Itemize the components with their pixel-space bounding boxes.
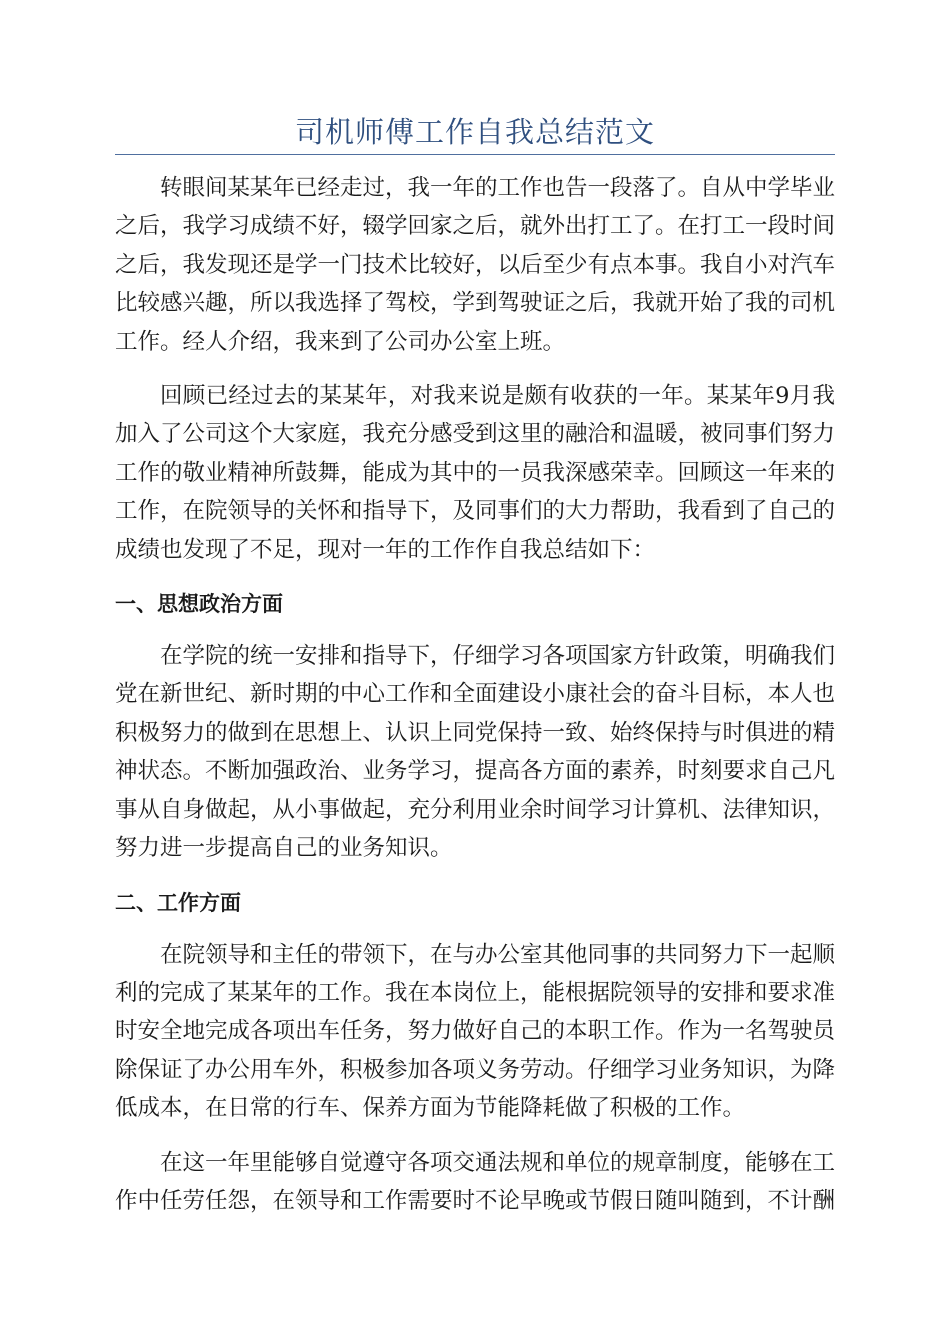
intro-paragraph-2: 回顾已经过去的某某年，对我来说是颇有收获的一年。某某年9月我加入了公司这个大家庭，我充分感受到这里的融洽和温暖，被同事们努力工作的敬业精神所鼓舞，能成为其中的一员我深感荣幸。回顾这一年来的工作，在院领导的关怀和指导下，及同事们的大力帮助，我看到了自己的成绩也发现了不足，现对一年的工作作自我总结如下： xyxy=(115,383,836,563)
document-title: 司机师傅工作自我总结范文 xyxy=(115,112,835,155)
section-work xyxy=(115,884,835,1221)
section-heading: 一、思想政治方面 xyxy=(115,592,283,617)
document-page xyxy=(115,112,835,1236)
section-paragraph: 在这一年里能够自觉遵守各项交通法规和单位的规章制度，能够在工作中任劳任怨，在领导和工作需要时不论早晚或节假日随叫随到，不计酬 xyxy=(115,1149,836,1214)
section-paragraph: 在学院的统一安排和指导下，仔细学习各项国家方针政策，明确我们党在新世纪、新时期的中心工作和全面建设小康社会的奋斗目标，本人也积极努力的做到在思想上、认识上同党保持一致、始终保持与时俱进的精神状态。不断加强政治、业务学习，提高各方面的素养，时刻要求自己凡事从自身做起，从小事做起，充分利用业余时间学习计算机、法律知识，努力进一步提高自己的业务知识。 xyxy=(115,643,836,862)
section-political xyxy=(115,585,835,867)
section-heading: 二、工作方面 xyxy=(115,890,241,915)
intro-paragraph-1: 转眼间某某年已经走过，我一年的工作也告一段落了。自从中学毕业之后，我学习成绩不好，辍学回家之后，就外出打工了。在打工一段时间之后，我发现还是学一门技术比较好，以后至少有点本事。我自小对汽车比较感兴趣，所以我选择了驾校，学到驾驶证之后，我就开始了我的司机工作。经人介绍，我来到了公司办公室上班。 xyxy=(115,175,836,355)
section-paragraph: 在院领导和主任的带领下，在与办公室其他同事的共同努力下一起顺利的完成了某某年的工作。我在本岗位上，能根据院领导的安排和要求准时安全地完成各项出车任务，努力做好自己的本职工作。作为一名驾驶员除保证了办公用车外，积极参加各项义务劳动。仔细学习业务知识，为降低成本，在日常的行车、保养方面为节能降耗做了积极的工作。 xyxy=(115,941,836,1122)
